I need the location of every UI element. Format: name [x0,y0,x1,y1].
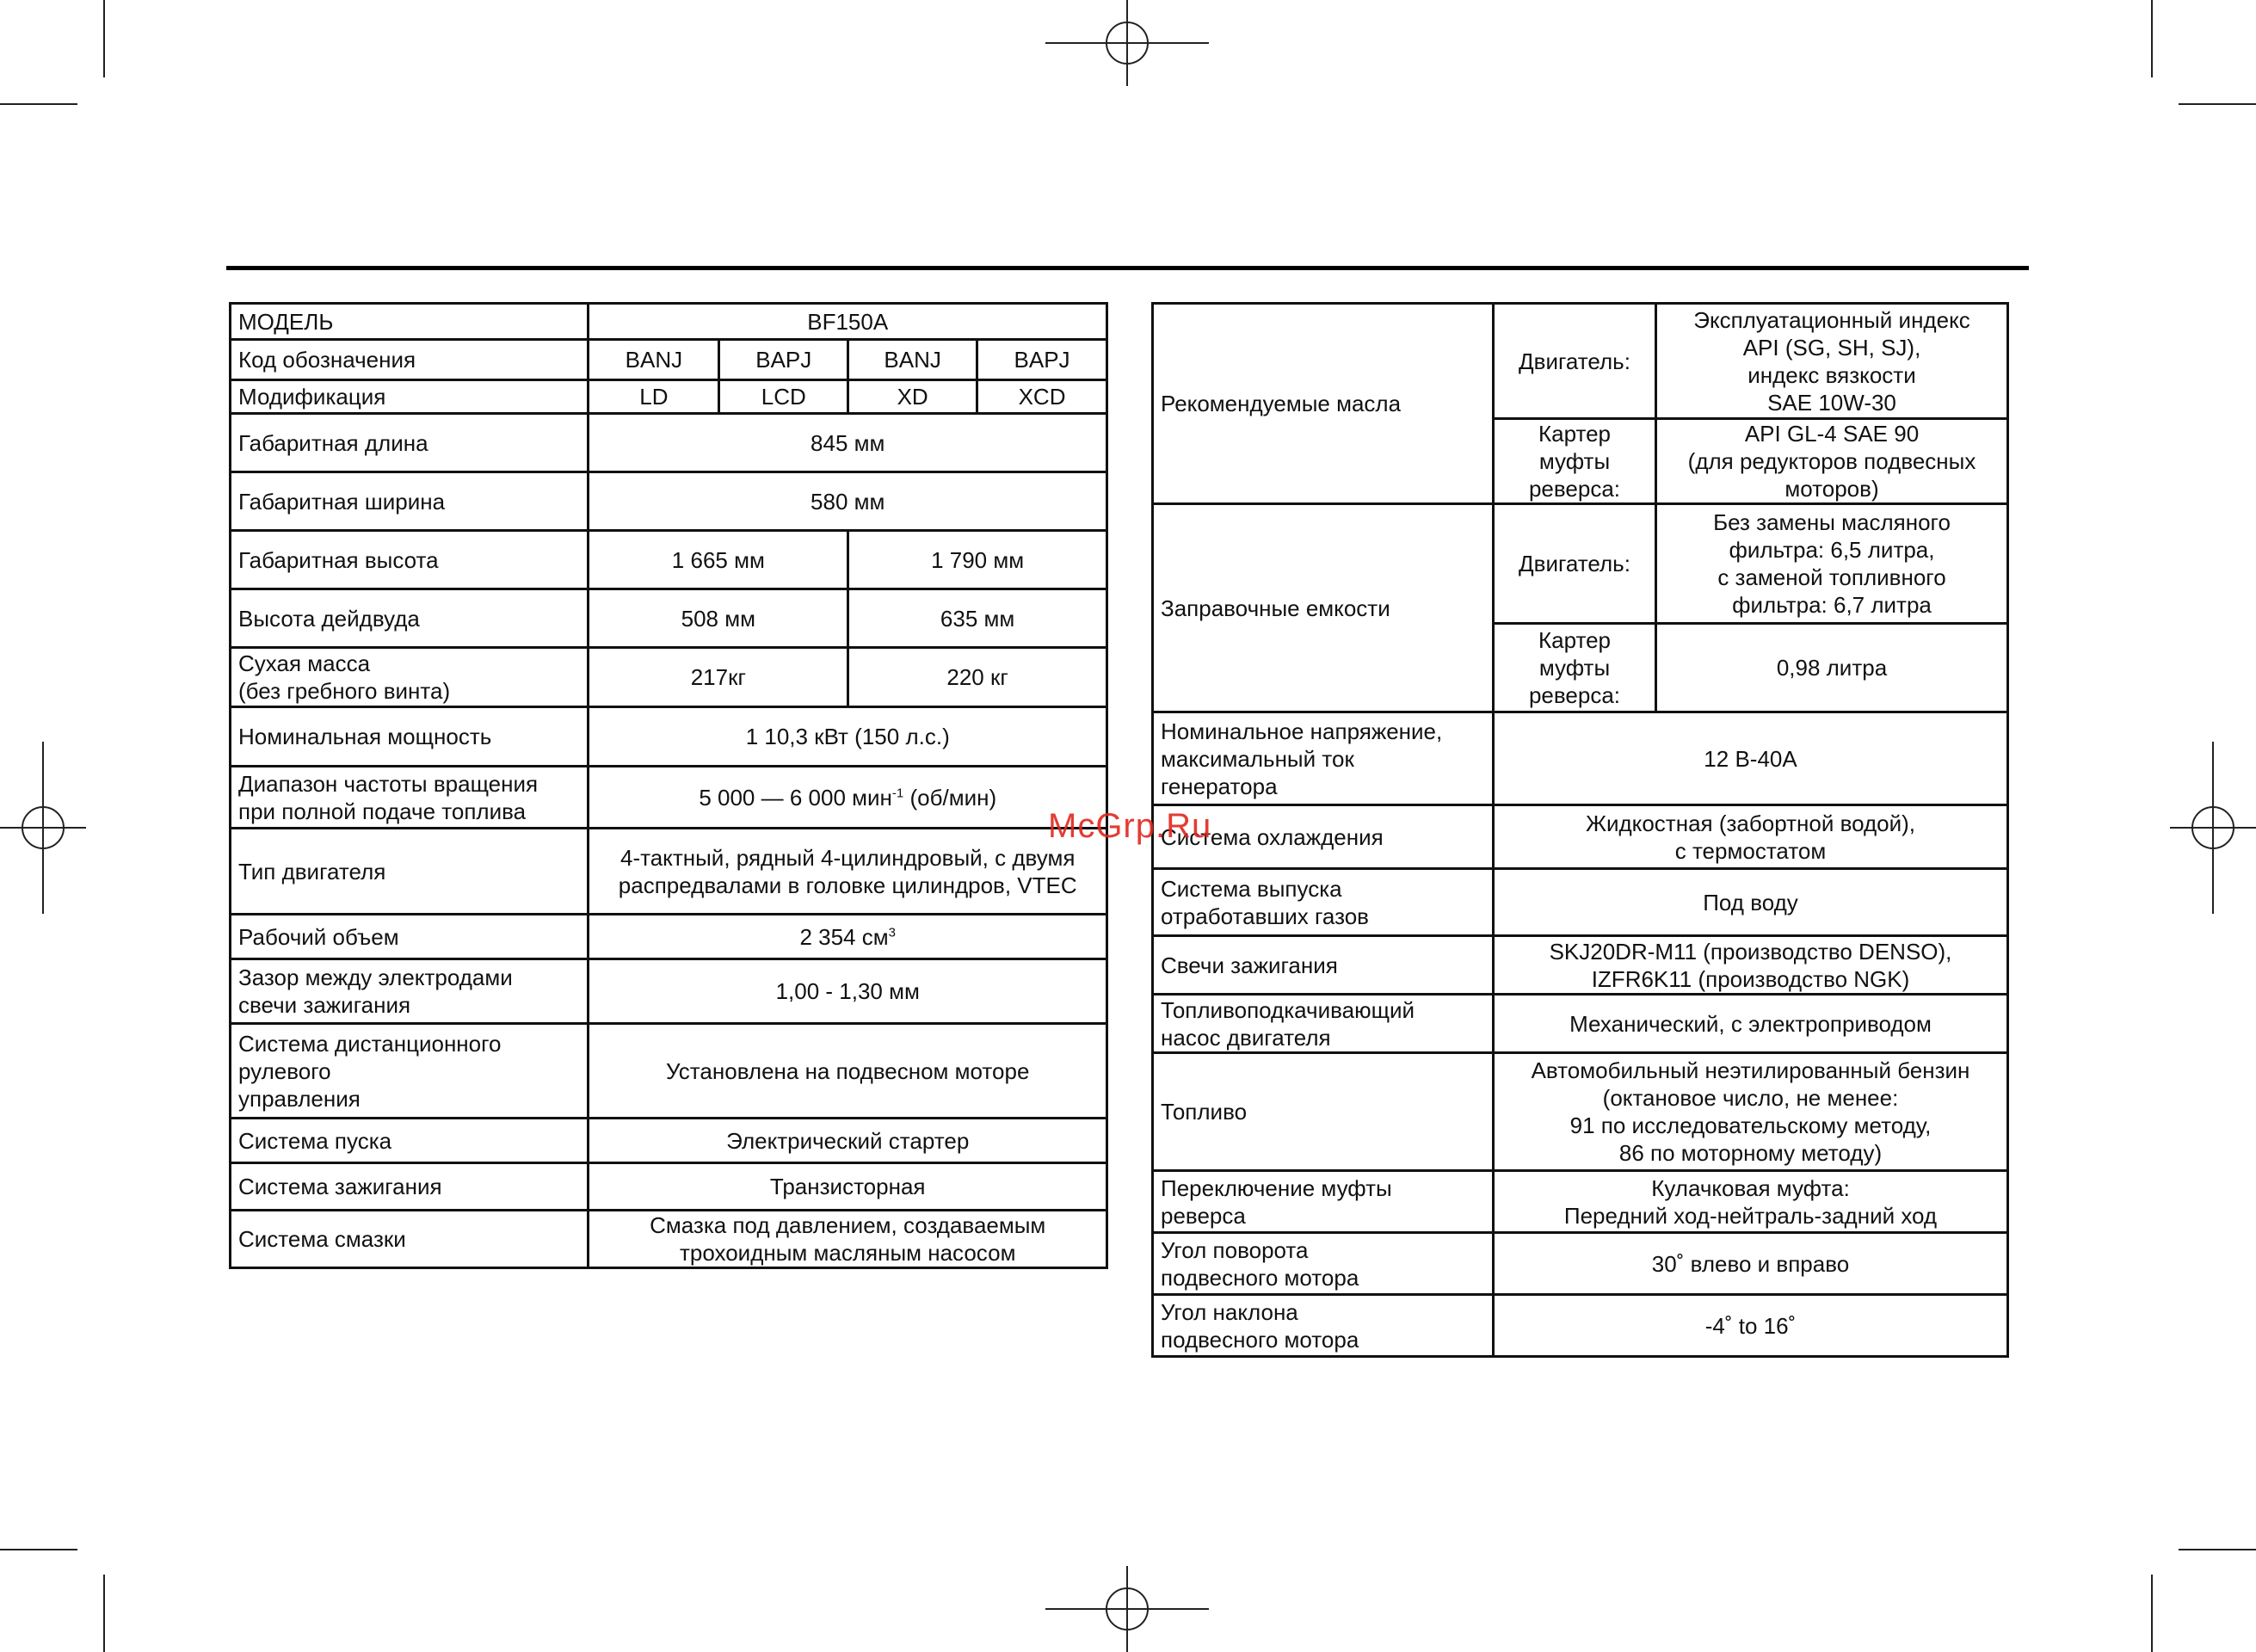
ignition-value: Транзисторная [589,1163,1107,1211]
plugs-value: SKJ20DR-M11 (производство DENSO), IZFR6K11 (производство NGK) [1494,936,2008,995]
table-row [231,380,1107,414]
modification-label: Модификация [231,380,589,414]
gap-label: Зазор между электродами свечи зажигания [231,959,589,1024]
width-value: 580 мм [589,472,1107,531]
crop-mark [0,103,77,105]
rpm-value-unit: (об/мин) [903,784,997,811]
exhaust-label: Система выпуска отработавших газов [1153,869,1494,936]
spec-table-right [1151,302,2009,1358]
table-row [1153,936,2008,995]
steer-value: 30˚ влево и вправо [1494,1233,2008,1295]
shift-label: Переключение муфты реверса [1153,1171,1494,1233]
table-row [231,1024,1107,1119]
dry-mass-value: 220 кг [848,648,1107,707]
width-label: Габаритная ширина [231,472,589,531]
start-label: Система пуска [231,1119,589,1163]
table-row [1153,1233,2008,1295]
oils-label: Рекомендуемые масла [1153,304,1494,504]
deadwood-value: 635 мм [848,589,1107,648]
crop-mark [2151,1575,2153,1652]
rpm-value-exponent: -1 [891,785,904,800]
table-row [231,589,1107,648]
tilt-label: Угол наклона подвесного мотора [1153,1295,1494,1357]
tilt-value: -4˚ to 16˚ [1494,1295,2008,1357]
length-label: Габаритная длина [231,414,589,472]
rpm-label: Диапазон частоты вращения при полной подаче топлива [231,767,589,829]
table-row [231,414,1107,472]
length-value: 845 мм [589,414,1107,472]
height-label: Габаритная высота [231,531,589,589]
oils-gear-label: Картер муфты реверса: [1494,419,1656,504]
alternator-label: Номинальное напряжение, максимальный ток генератора [1153,712,1494,805]
oils-gear-value: API GL-4 SAE 90 (для редукторов подвесных моторов) [1656,419,2008,504]
table-row [231,959,1107,1024]
model-value: BF150A [589,304,1107,340]
engine-type-value: 4-тактный, рядный 4-цилиндровый, с двумя распредвалами в головке цилиндров, VTEC [589,829,1107,915]
cooling-label: Система охлаждения [1153,805,1494,869]
table-row [1153,1295,2008,1357]
oils-engine-value: Эксплуатационный индекс API (SG, SH, SJ), индекс вязкости SAE 10W-30 [1656,304,2008,419]
table-row [231,648,1107,707]
table-row [1153,712,2008,805]
power-label: Номинальная мощность [231,707,589,767]
height-value: 1 790 мм [848,531,1107,589]
capacity-label: Заправочные емкости [1153,504,1494,712]
capacity-engine-value: Без замены масляного фильтра: 6,5 литра, с заменой топливного фильтра: 6,7 литра [1656,504,2008,624]
alternator-value: 12 В-40А [1494,712,2008,805]
engine-type-label: Тип двигателя [231,829,589,915]
crop-mark [103,1575,105,1652]
remote-value: Установлена на подвесном моторе [589,1024,1107,1119]
watermark: McGrp.Ru [1048,807,1212,845]
table-row [1153,504,2008,624]
capacity-gear-value: 0,98 литра [1656,624,2008,712]
displacement-value [589,915,1107,959]
shift-value: Кулачковая муфта: Передний ход-нейтраль-задний ход [1494,1171,2008,1233]
crop-mark [0,1549,77,1550]
table-row [231,1119,1107,1163]
code-value: BANJ [589,340,719,380]
model-label: МОДЕЛЬ [231,304,589,340]
deadwood-value: 508 мм [589,589,848,648]
table-row [1153,304,2008,419]
registration-target-icon [1041,0,1213,86]
table-row [231,340,1107,380]
registration-target-icon [0,742,86,914]
code-value: BAPJ [977,340,1107,380]
displacement-value-exponent: 3 [888,924,896,940]
ignition-label: Система зажигания [231,1163,589,1211]
power-value: 1 10,3 кВт (150 л.с.) [589,707,1107,767]
dry-mass-value: 217кг [589,648,848,707]
crop-mark [103,0,105,77]
cooling-value: Жидкостная (забортной водой), с термостатом [1494,805,2008,869]
crop-mark [2179,103,2256,105]
spec-table-left [229,302,1108,1269]
header-rule [226,266,2029,270]
modification-value: LCD [719,380,848,414]
oils-engine-label: Двигатель: [1494,304,1656,419]
displacement-label: Рабочий объем [231,915,589,959]
exhaust-value: Под воду [1494,869,2008,936]
rpm-value [589,767,1107,829]
registration-target-icon [1041,1566,1213,1652]
displacement-value-main: 2 354 см [799,923,889,950]
modification-value: LD [589,380,719,414]
plugs-label: Свечи зажигания [1153,936,1494,995]
modification-value: XD [848,380,977,414]
deadwood-label: Высота дейдвуда [231,589,589,648]
table-row [1153,869,2008,936]
table-row [231,915,1107,959]
steer-label: Угол поворота подвесного мотора [1153,1233,1494,1295]
table-row [231,304,1107,340]
table-row [231,1163,1107,1211]
table-row [1153,1053,2008,1171]
code-label: Код обозначения [231,340,589,380]
pump-value: Механический, с электроприводом [1494,995,2008,1053]
code-value: BANJ [848,340,977,380]
fuel-value: Автомобильный неэтилированный бензин (октановое число, не менее: 91 по исследовательскому методу, 86 по моторному методу) [1494,1053,2008,1171]
table-row [231,1211,1107,1268]
dry-mass-label: Сухая масса (без гребного винта) [231,648,589,707]
height-value: 1 665 мм [589,531,848,589]
crop-mark [2179,1549,2256,1550]
table-row [231,472,1107,531]
gap-value: 1,00 - 1,30 мм [589,959,1107,1024]
crop-mark [2151,0,2153,77]
lubrication-label: Система смазки [231,1211,589,1268]
table-row [231,767,1107,829]
table-row [231,707,1107,767]
registration-target-icon [2170,742,2256,914]
table-row [1153,995,2008,1053]
lubrication-value: Смазка под давлением, создаваемым трохоидным масляным насосом [589,1211,1107,1268]
code-value: BAPJ [719,340,848,380]
table-row [231,531,1107,589]
fuel-label: Топливо [1153,1053,1494,1171]
rpm-value-main: 5 000 — 6 000 мин [699,784,892,811]
start-value: Электрический стартер [589,1119,1107,1163]
capacity-engine-label: Двигатель: [1494,504,1656,624]
capacity-gear-label: Картер муфты реверса: [1494,624,1656,712]
table-row [231,829,1107,915]
modification-value: XCD [977,380,1107,414]
pump-label: Топливоподкачивающий насос двигателя [1153,995,1494,1053]
table-row [1153,1171,2008,1233]
remote-label: Система дистанционного рулевого управления [231,1024,589,1119]
table-row [1153,805,2008,869]
